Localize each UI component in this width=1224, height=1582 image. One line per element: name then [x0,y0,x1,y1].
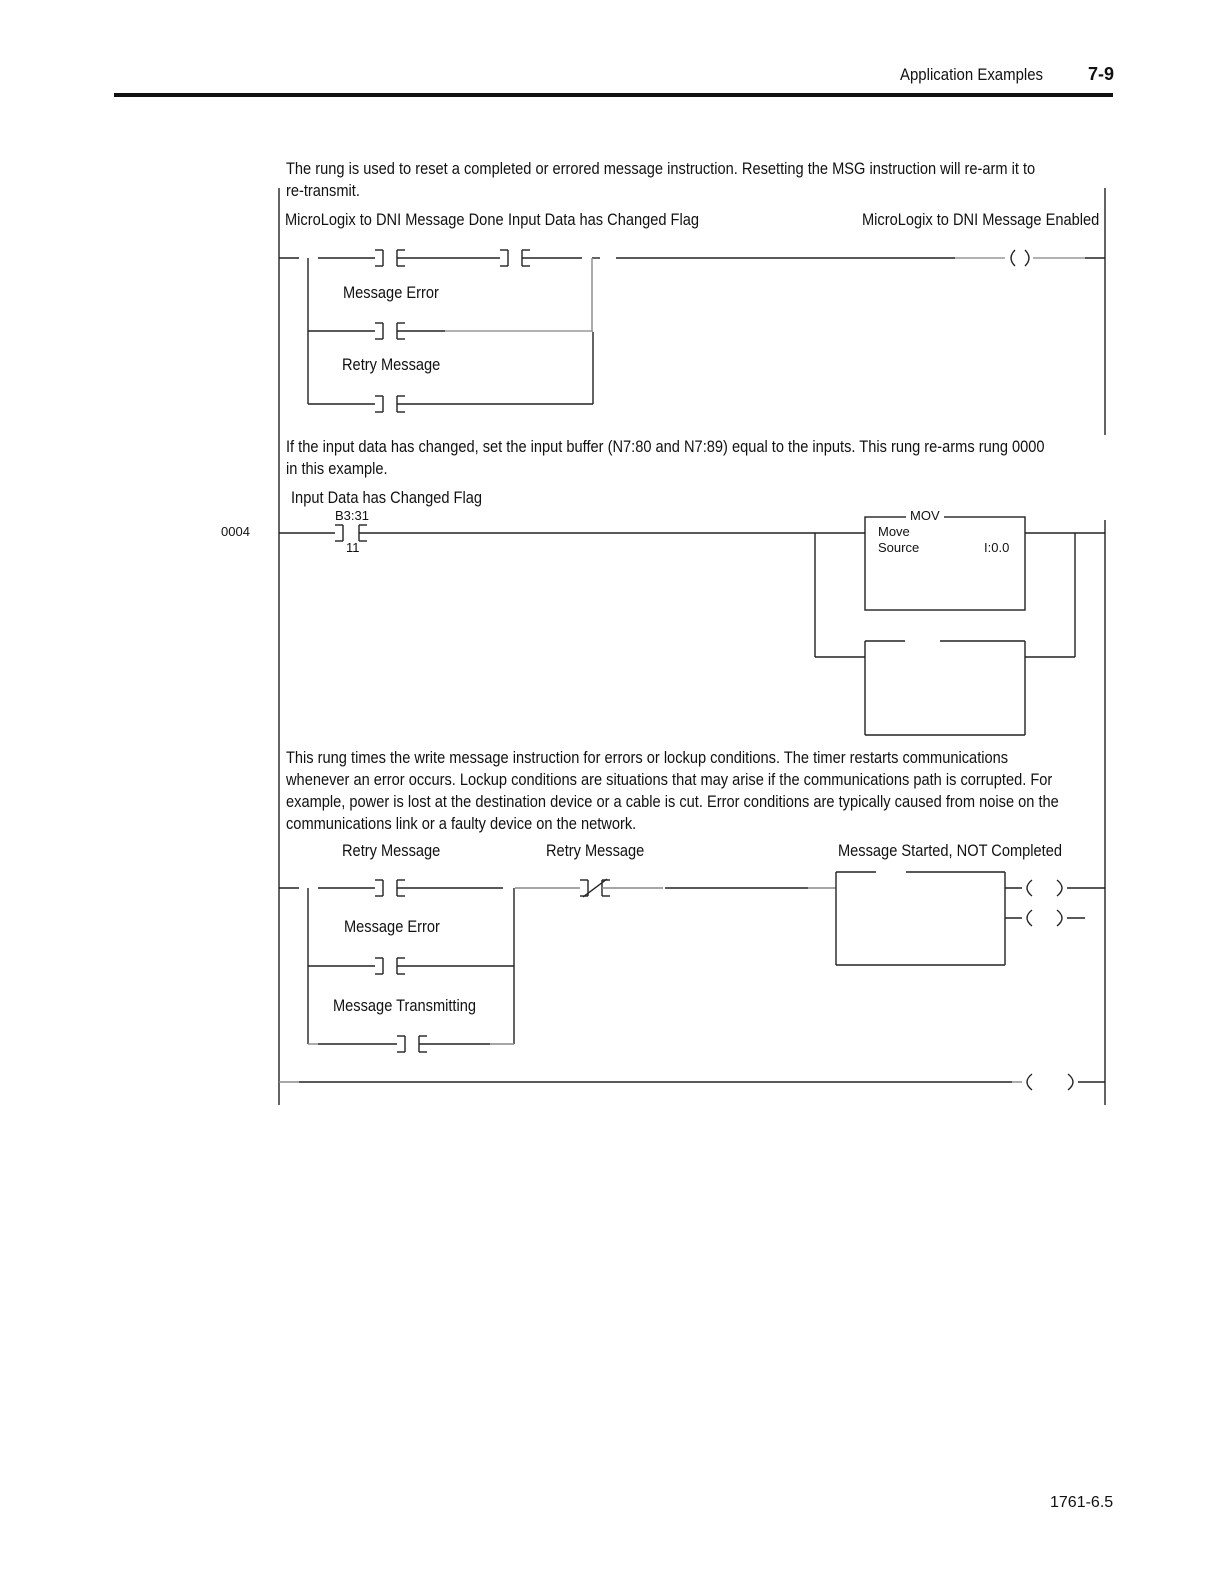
timer-block [836,872,1005,965]
label-retry-c2: Retry Message [546,841,645,860]
label-retry-c1: Retry Message [342,841,441,860]
contact-bit: 11 [346,540,360,555]
label-message-enabled: MicroLogix to DNI Message Enabled [862,210,1100,229]
coil-message-enabled [1011,250,1029,266]
mov-source-value: I:0.0 [984,540,1010,555]
coil-c-1 [1027,880,1062,896]
rung-c-comment: This rung times the write message instruction for errors or lockup conditions. The timer restarts communications whenever an error occurs. Lockup conditions are situations that may arise if the communications path is corrupted. For example, power is lost at the destination device or a cable is cut. Error conditions are typically caused from noise on the communications link or a faulty device on the network. [286,748,1059,833]
rung-number: 0004 [221,524,250,539]
section-title: Application Examples [900,65,1044,84]
page-number: 7-9 [1088,64,1115,84]
mov-name: Move [878,524,910,539]
coil-c-2 [1027,910,1062,926]
label-b-data-changed: Input Data has Changed Flag [291,488,483,507]
label-message-error: Message Error [343,283,439,302]
label-message-transmitting: Message Transmitting [333,996,477,1015]
label-message-started: Message Started, NOT Completed [838,841,1063,860]
rung-b-comment: If the input data has changed, set the input buffer (N7:80 and N7:89) equal to the inputs. This rung re-arms rung 0000 in this example. [286,437,1045,478]
contact-address: B3:31 [335,508,369,523]
label-message-error-c: Message Error [344,917,440,936]
empty-instruction-block [865,641,1025,735]
label-retry-message: Retry Message [342,355,441,374]
mov-title: MOV [906,508,944,523]
mov-source-label: Source [878,540,920,555]
label-message-done: MicroLogix to DNI Message Done [285,210,504,229]
label-data-changed: Input Data has Changed Flag [508,210,700,229]
rung-a-comment: The rung is used to reset a completed or errored message instruction. Resetting the MSG instruction will re-arm it to re-transmit. [286,159,1036,200]
doc-number: 1761-6.5 [1050,1494,1114,1511]
coil-final [1027,1074,1073,1090]
